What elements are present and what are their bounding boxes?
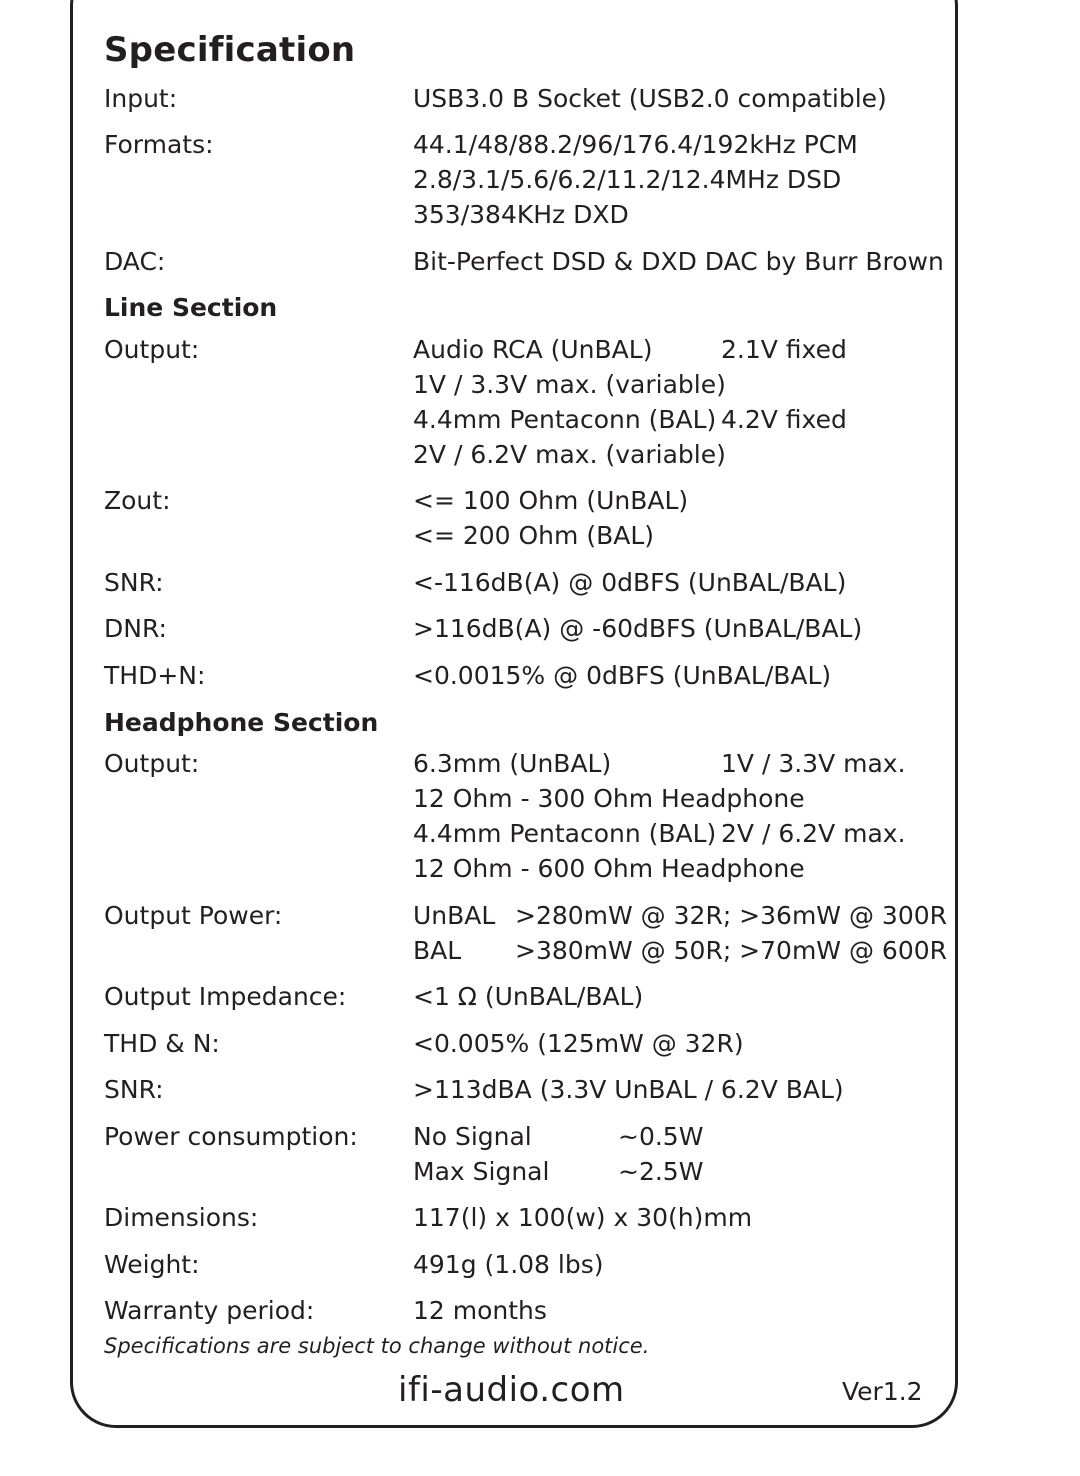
hp-output-bal: 4.4mm Pentaconn (BAL) <box>413 819 717 848</box>
hp-output-unbal: 6.3mm (UnBAL) <box>413 749 612 778</box>
line-thdn-value: <0.0015% @ 0dBFS (UnBAL/BAL) <box>413 661 832 690</box>
power-no-signal-value: ~0.5W <box>618 1122 704 1151</box>
weight-value: 491g (1.08 lbs) <box>413 1250 604 1279</box>
input-label: Input: <box>104 84 178 113</box>
zout-unbal: <= 100 Ohm (UnBAL) <box>413 486 689 515</box>
version-label: Ver1.2 <box>842 1377 923 1406</box>
page-title: Specification <box>104 30 356 70</box>
hp-output-unbal-range: 12 Ohm - 300 Ohm Headphone <box>413 784 805 813</box>
hp-output-bal-range: 12 Ohm - 600 Ohm Headphone <box>413 854 805 883</box>
hp-snr-label: SNR: <box>104 1075 164 1104</box>
line-snr-value: <-116dB(A) @ 0dBFS (UnBAL/BAL) <box>413 568 847 597</box>
warranty-value: 12 months <box>413 1296 547 1325</box>
dnr-value: >116dB(A) @ -60dBFS (UnBAL/BAL) <box>413 614 863 643</box>
weight-label: Weight: <box>104 1250 200 1279</box>
input-value: USB3.0 B Socket (USB2.0 compatible) <box>413 84 887 113</box>
output-power-unbal-tag: UnBAL <box>413 901 496 930</box>
line-snr-label: SNR: <box>104 568 164 597</box>
dac-label: DAC: <box>104 247 166 276</box>
output-power-bal-tag: BAL <box>413 936 462 965</box>
power-consumption-label: Power consumption: <box>104 1122 358 1151</box>
line-output-rca-variable: 1V / 3.3V max. (variable) <box>413 370 726 399</box>
output-impedance-label: Output Impedance: <box>104 982 347 1011</box>
formats-value-pcm: 44.1/48/88.2/96/176.4/192kHz PCM <box>413 130 858 159</box>
hp-thdn-label: THD & N: <box>104 1029 220 1058</box>
headphone-section-heading: Headphone Section <box>104 708 379 737</box>
dimensions-value: 117(l) x 100(w) x 30(h)mm <box>413 1203 753 1232</box>
dnr-label: DNR: <box>104 614 167 643</box>
formats-label: Formats: <box>104 130 214 159</box>
power-max-signal-label: Max Signal <box>413 1157 550 1186</box>
formats-value-dsd: 2.8/3.1/5.6/6.2/11.2/12.4MHz DSD <box>413 165 842 194</box>
line-output-bal: 4.4mm Pentaconn (BAL) <box>413 405 717 434</box>
formats-value-dxd: 353/384KHz DXD <box>413 200 629 229</box>
dimensions-label: Dimensions: <box>104 1203 259 1232</box>
line-output-bal-level: 4.2V fixed <box>721 405 847 434</box>
hp-output-bal-level: 2V / 6.2V max. <box>721 819 906 848</box>
zout-label: Zout: <box>104 486 171 515</box>
output-power-label: Output Power: <box>104 901 283 930</box>
dac-value: Bit-Perfect DSD & DXD DAC by Burr Brown <box>413 247 944 276</box>
power-no-signal-label: No Signal <box>413 1122 532 1151</box>
output-power-unbal-value: >280mW @ 32R; >36mW @ 300R <box>515 901 947 930</box>
line-output-label: Output: <box>104 335 200 364</box>
warranty-label: Warranty period: <box>104 1296 315 1325</box>
zout-bal: <= 200 Ohm (BAL) <box>413 521 655 550</box>
power-max-signal-value: ~2.5W <box>618 1157 704 1186</box>
line-thdn-label: THD+N: <box>104 661 206 690</box>
disclaimer-note: Specifications are subject to change without notice. <box>104 1334 650 1358</box>
website-url: ifi-audio.com <box>398 1370 625 1410</box>
output-impedance-value: <1 Ω (UnBAL/BAL) <box>413 982 644 1011</box>
hp-snr-value: >113dBA (3.3V UnBAL / 6.2V BAL) <box>413 1075 844 1104</box>
line-output-rca: Audio RCA (UnBAL) <box>413 335 653 364</box>
output-power-bal-value: >380mW @ 50R; >70mW @ 600R <box>515 936 947 965</box>
line-output-rca-level: 2.1V fixed <box>721 335 847 364</box>
hp-thdn-value: <0.005% (125mW @ 32R) <box>413 1029 744 1058</box>
hp-output-label: Output: <box>104 749 200 778</box>
line-output-bal-variable: 2V / 6.2V max. (variable) <box>413 440 726 469</box>
hp-output-unbal-level: 1V / 3.3V max. <box>721 749 906 778</box>
line-section-heading: Line Section <box>104 293 278 322</box>
